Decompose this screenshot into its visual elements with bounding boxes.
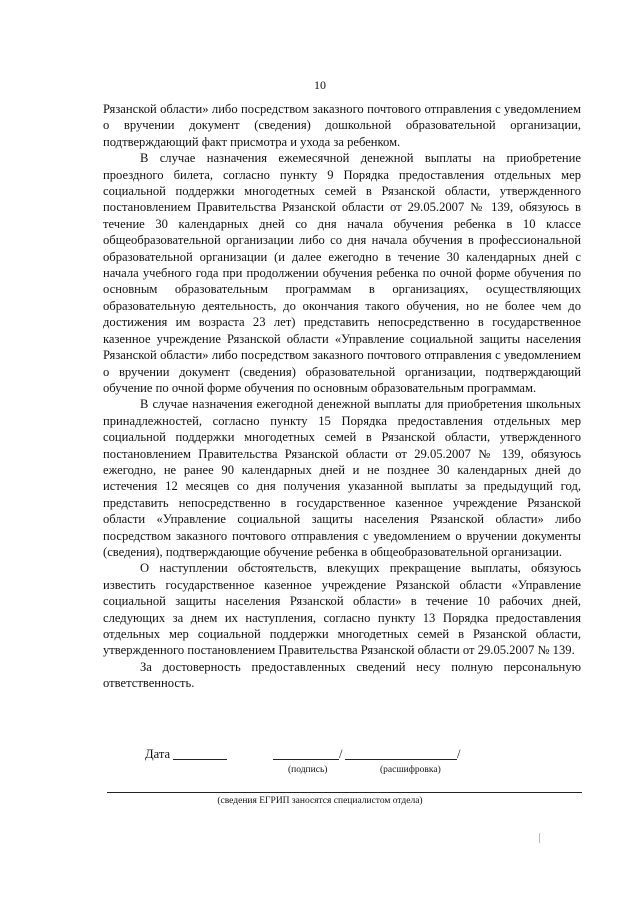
paragraph-termination-notice: О наступлении обстоятельств, влекущих прекращение выплаты, обязуюсь известить государственное казенное учреждение Рязанской области «Управление социальной защиты населения Рязанской области» в течение 10 рабочих дней, следующих за днем их наступления, согласно пункту 13 Порядка предоставления отдельных мер социальной поддержки многодетных семей в Рязанской области, утвержденного постановлением Правительства Рязанской области от 29.05.2007 № 139. xyxy=(103,561,581,658)
date-field-line xyxy=(173,759,227,760)
footnote: (сведения ЕГРИП заносятся специалистом отдела) xyxy=(217,796,423,806)
paragraph-school-supplies: В случае назначения ежегодной денежной выплаты для приобретения школьных принадлежностей, согласно пункту 15 Порядка предоставления отдельных мер социальной поддержки многодетных семей в Рязанской области, утвержденного постановлением Правительства Рязанской области от 29.05.2007 № 139, обязуюсь ежегодно, не ранее 90 календарных дней и не позднее 30 календарных дней до истечения 12 месяцев со дня получения указанной выплаты за предыдущий год, представить непосредственно в государственное казенное учреждение Рязанской области «Управление социальной защиты населения Рязанской области» либо посредством заказного почтового отправления с уведомлением о вручении документы (сведения), подтверждающие обучение ребенка в общеобразовательной организации. xyxy=(103,397,581,559)
signature-caption: (подпись) xyxy=(288,765,328,775)
signature-block xyxy=(0,747,640,787)
signature-separator: / xyxy=(339,747,343,761)
date-label: Дата xyxy=(145,747,171,761)
paragraph-continuation: Рязанской области» либо посредством заказного почтового отправления с уведомлением о вручении документ (сведения) дошкольной образовательной организации, подтверждающий факт присмотра и ухода за ребенком. xyxy=(103,102,581,149)
paragraph-travel-ticket: В случае назначения ежемесячной денежной выплаты на приобретение проездного билета, согласно пункту 9 Порядка предоставления отдельных мер социальной поддержки многодетных семей в Рязанской области, утвержденного постановлением Правительства Рязанской области от 29.05.2007 № 139, обязуюсь в течение 30 календарных дней со дня начала обучения ребенка в 10 классе общеобразовательной организации либо со дня начала обучения в профессиональной образовательной организации (и далее ежегодно в течение 30 календарных дней с начала учебного года при продолжении обучения ребенка по очной форме обучения по основным образовательным программам в организациях, осуществляющих образовательную деятельность, до окончания такого обучения, но не более чем до достижения им возраста 23 лет) представить непосредственно в государственное казенное учреждение Рязанской области «Управление социальной защиты населения Рязанской области» либо посредством заказного почтового отправления с уведомлением о вручении документ (сведения) образовательной организации, подтверждающий обучение по очной форме обучения по основным образовательным программам. xyxy=(103,151,581,395)
document-body xyxy=(103,101,581,692)
scan-mark xyxy=(539,833,540,843)
page-number: 10 xyxy=(314,78,326,92)
decoding-field-line xyxy=(345,759,457,760)
footnote-divider xyxy=(107,792,582,793)
decoding-separator: / xyxy=(457,747,461,761)
paragraph-responsibility: За достоверность предоставленных сведений несу полную персональную ответственность. xyxy=(103,659,581,691)
signature-field-line xyxy=(273,759,339,760)
decoding-caption: (расшифровка) xyxy=(380,765,441,775)
